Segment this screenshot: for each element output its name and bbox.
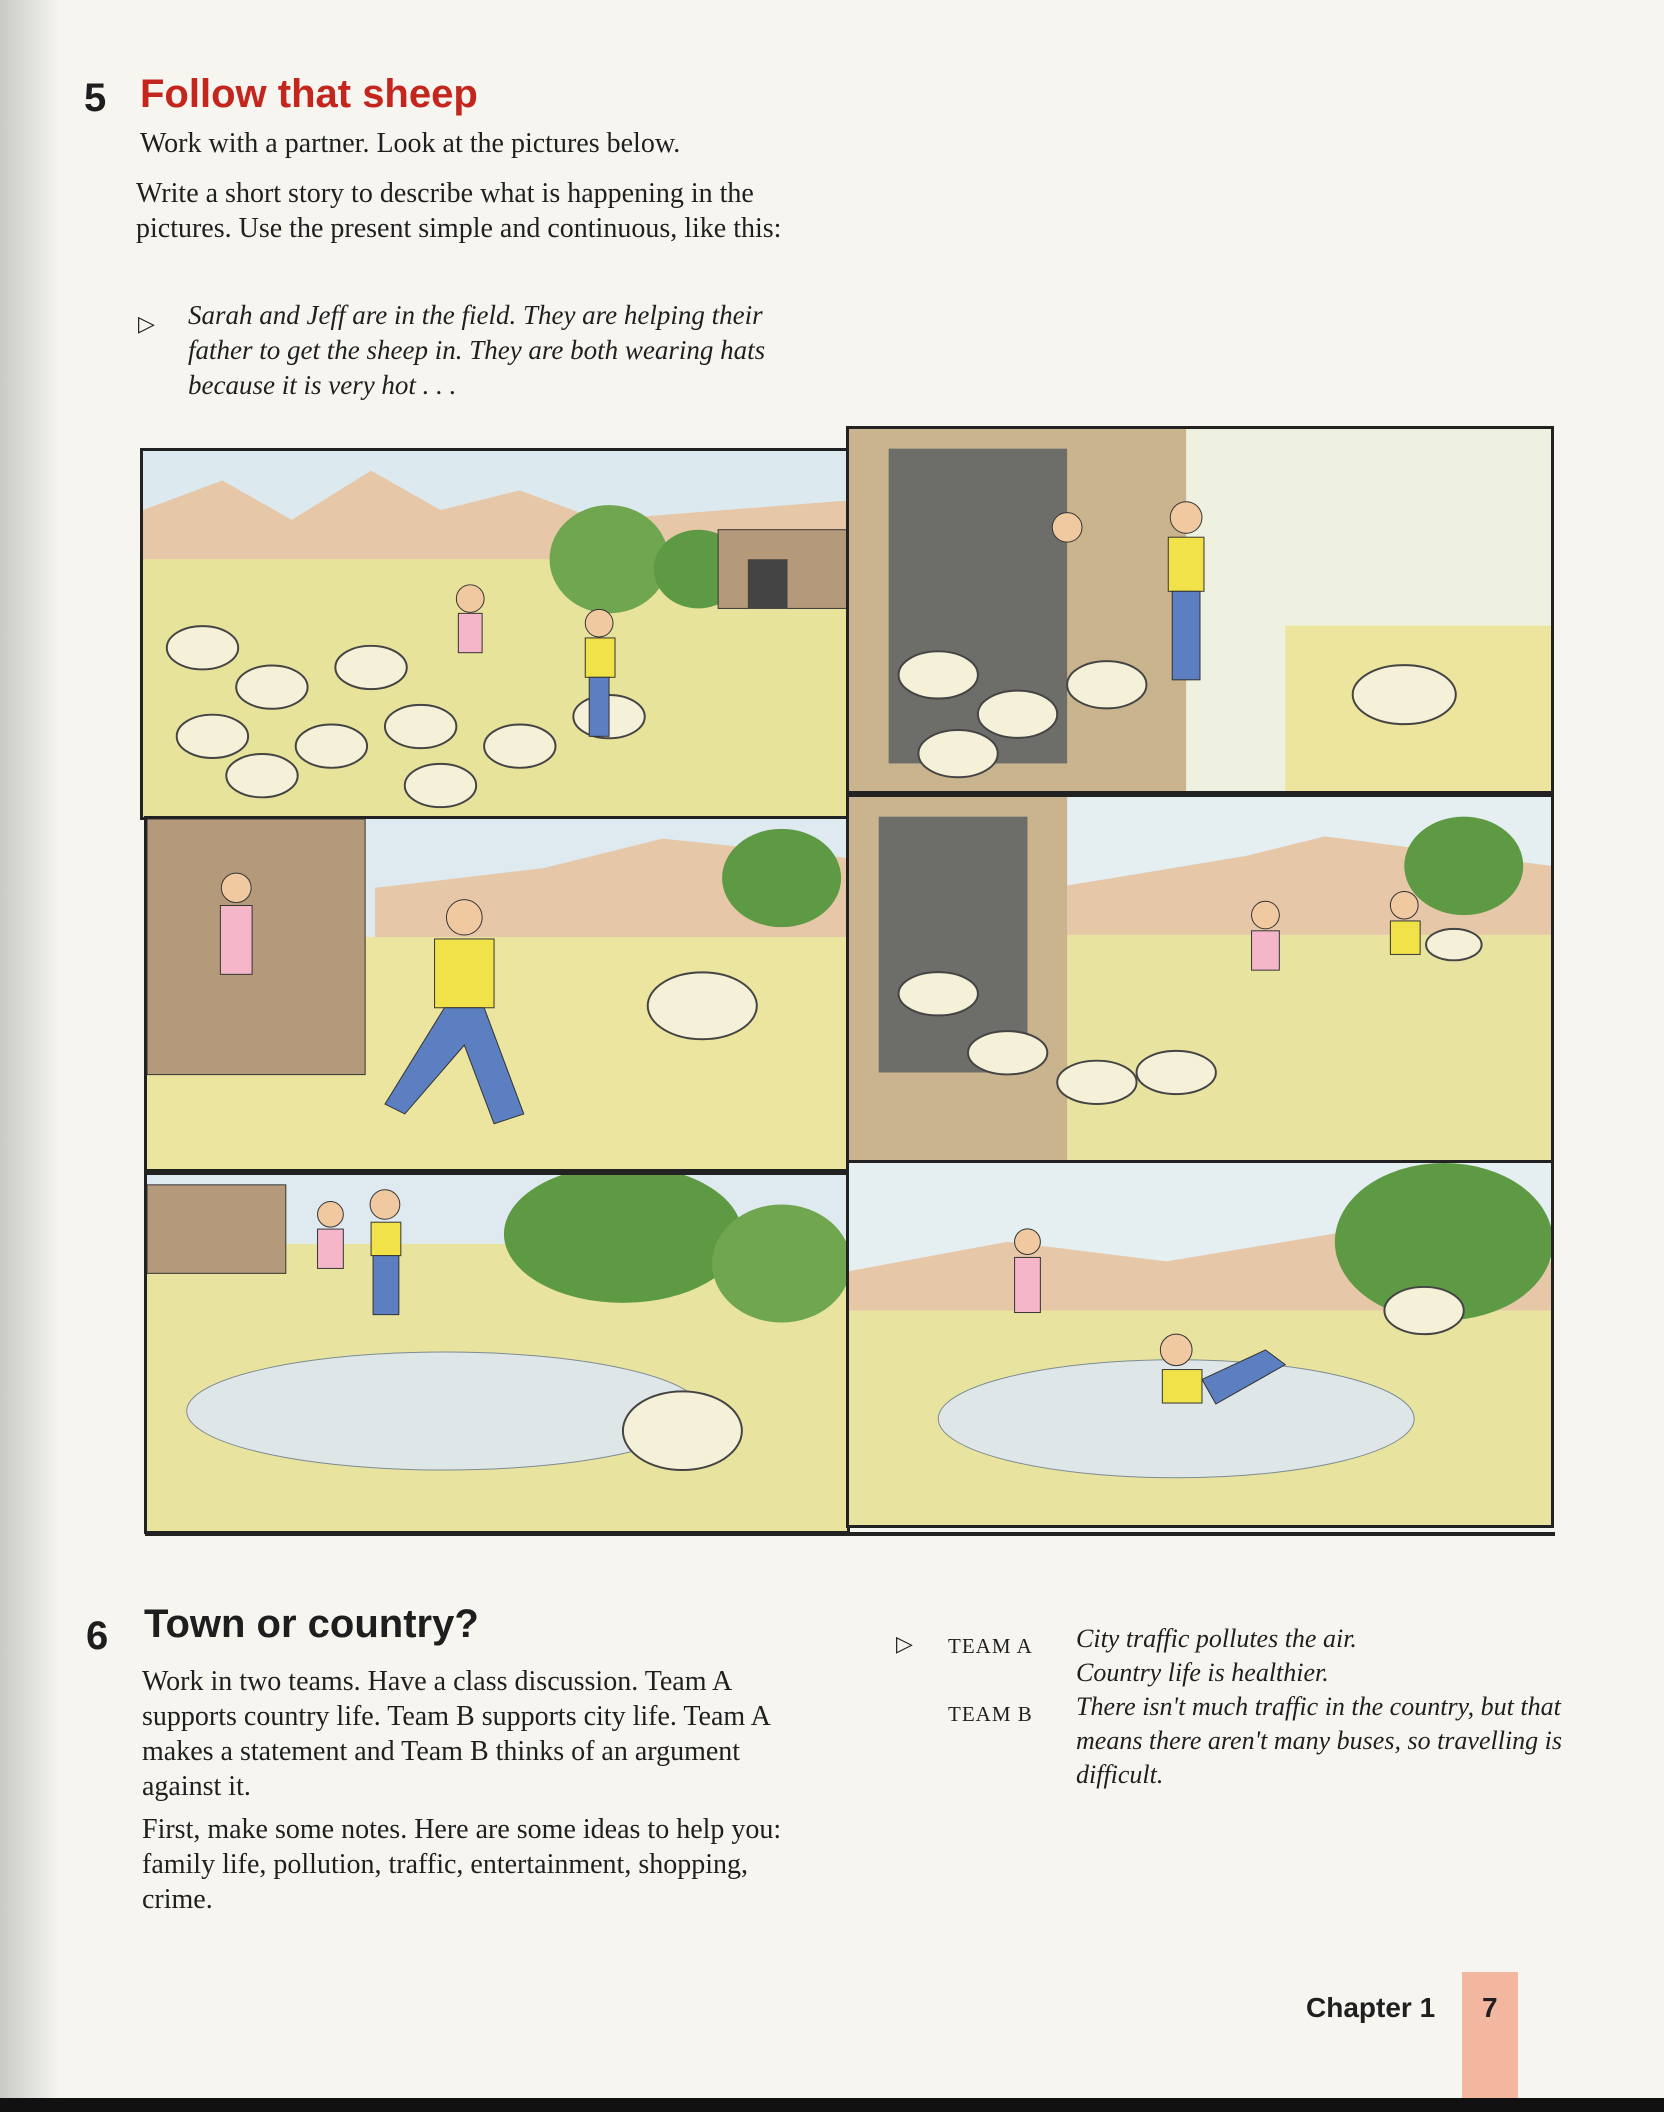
comic-panel-1	[140, 448, 854, 820]
example-arrow-icon: ▷	[138, 312, 155, 337]
section-5-example: Sarah and Jeff are in the field. They are helping their father to get the sheep in. They are both wearing hats because it is very hot . . .	[188, 300, 766, 400]
section-6-instruction-2: First, make some notes. Here are some ideas to help you: family life, pollution, traffic, entertainment, shopping, crime.	[142, 1814, 782, 1915]
section-divider	[145, 1532, 1555, 1536]
page-edge-shadow	[0, 2098, 1664, 2112]
comic-panel-5	[144, 1172, 850, 1534]
team-b-label: TEAM B	[948, 1702, 1033, 1726]
comic-panel-2	[846, 426, 1554, 794]
section-6-title: Town or country?	[144, 1602, 479, 1646]
section-5-number: 5	[84, 76, 107, 120]
comic-panel-4	[846, 794, 1554, 1166]
team-a-label: TEAM A	[948, 1634, 1033, 1658]
team-a-line-2: Country life is healthier.	[1076, 1658, 1329, 1687]
footer-chapter: Chapter 1	[1306, 1992, 1436, 2023]
team-b-text: There isn't much traffic in the country, but that means there aren't many buses, so travelling is difficult.	[1076, 1692, 1563, 1789]
section-5-instruction-2: Write a short story to describe what is happening in the pictures. Use the present simple and continuous, like this:	[136, 178, 782, 244]
section-5-title: Follow that sheep	[140, 72, 478, 116]
section-5-instruction-1: Work with a partner. Look at the pictures below.	[140, 128, 681, 159]
team-example-arrow-icon: ▷	[896, 1632, 913, 1657]
comic-panel-3	[144, 816, 854, 1172]
page-number: 7	[1482, 1992, 1498, 2023]
section-6-instruction-1: Work in two teams. Have a class discussion. Team A supports country life. Team B supports city life. Team A makes a statement and Team B thinks of an argument against it.	[142, 1666, 770, 1802]
page-gutter-shadow	[0, 0, 60, 2112]
section-6-number: 6	[86, 1614, 109, 1658]
comic-panel-6	[846, 1160, 1554, 1528]
team-a-line-1: City traffic pollutes the air.	[1076, 1624, 1357, 1653]
